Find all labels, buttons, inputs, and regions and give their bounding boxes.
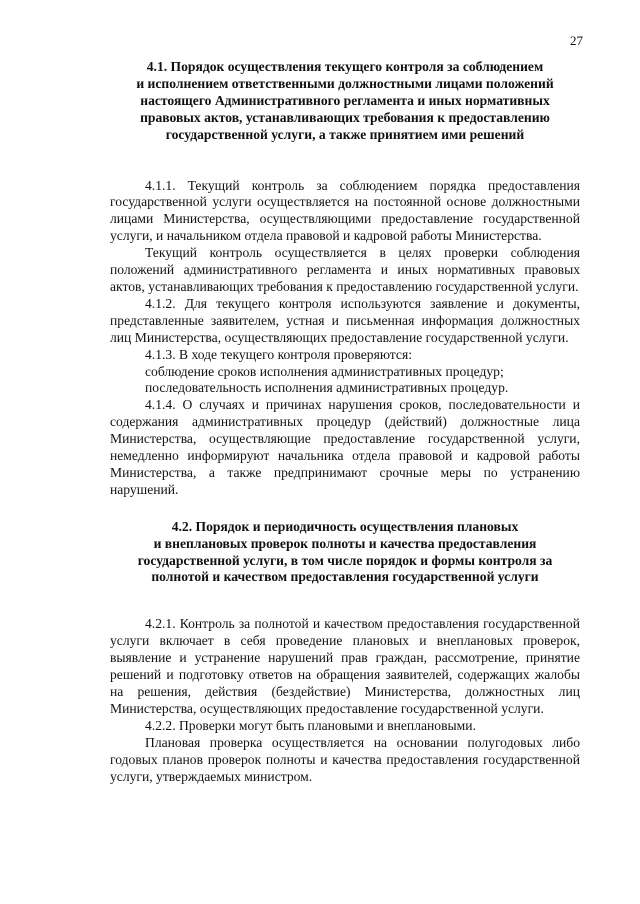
heading-line: настоящего Административного регламента и иных нормативных: [140, 92, 550, 108]
paragraph-planned-inspection: Плановая проверка осуществляется на основании полугодовых либо годовых планов проверок полноты и качества предоставления государственной услуги, утверждаемых министром.: [110, 734, 580, 784]
heading-line: 4.1. Порядок осуществления текущего контроля за соблюдением: [146, 59, 544, 74]
section-4-2-heading: [110, 519, 580, 587]
paragraph-4-1-3: 4.1.3. В ходе текущего контроля проверяются:: [145, 346, 412, 362]
paragraph-4-2-1: 4.2.1. Контроль за полнотой и качеством предоставления государственной услуги включает в себя проведение плановых и внеплановых проверок, выявление и устранение нарушений прав граждан, рассмотрение, принятие решений и подготовку ответов на обращения заявителей, содержащих жалобы на решения, действия (бездействие) Министерства, должностных лиц Министерства, осуществляющих предоставление государственной услуги.: [110, 616, 580, 716]
heading-spacer: [110, 586, 580, 616]
paragraph-current-control-purpose: Текущий контроль осуществляется в целях проверки соблюдения положений административного регламента и иных нормативных правовых актов, устанавливающих требования к предоставлению государственной услуги.: [110, 245, 580, 294]
paragraph-4-1-4: 4.1.4. О случаях и причинах нарушения сроков, последовательности и содержания административных процедур (действий) должностные лица Министерства, осуществляющие предоставление государственной услуги, немедленно информируют начальника отдела правовой и кадровой работы Министерства, а также предпринимают срочные меры по устранению нарушений.: [110, 397, 580, 497]
heading-line: 4.2. Порядок и периодичность осуществления плановых: [171, 518, 519, 534]
section-4-1-heading: [110, 59, 580, 144]
heading-spacer: [110, 144, 580, 178]
heading-line: полнотой и качеством предоставления государственной услуги: [151, 569, 539, 585]
paragraph-4-1-2: 4.1.2. Для текущего контроля используются заявление и документы, представленные заявителем, устная и письменная информация должностных лиц Министерства, осуществляющих предоставление государственной услуги.: [110, 295, 580, 345]
page-content: [110, 59, 580, 785]
heading-line: государственной услуги, в том числе порядок и формы контроля за: [137, 552, 553, 568]
paragraph-check-deadlines: соблюдение сроков исполнения административных процедур;: [145, 363, 504, 379]
paragraph-4-1-1: 4.1.1. Текущий контроль за соблюдением порядка предоставления государственной услуги осуществляется на постоянной основе должностными лицами Министерства, осуществляющими предоставление государственной услуги, и начальником отдела правовой и кадровой работы Министерства.: [110, 177, 580, 244]
section-spacer: [110, 499, 580, 519]
paragraph-4-2-2: 4.2.2. Проверки могут быть плановыми и внеплановыми.: [145, 717, 476, 733]
heading-line: и внеплановых проверок полноты и качества предоставления: [153, 535, 537, 551]
paragraph-check-sequence: последовательность исполнения административных процедур.: [145, 380, 509, 396]
page-number: 27: [570, 33, 583, 48]
heading-line: государственной услуги, а также принятием ими решений: [165, 126, 525, 142]
heading-line: правовых актов, устанавливающих требования к предоставлению: [140, 109, 550, 125]
heading-line: и исполнением ответственными должностными лицами положений: [136, 75, 554, 91]
